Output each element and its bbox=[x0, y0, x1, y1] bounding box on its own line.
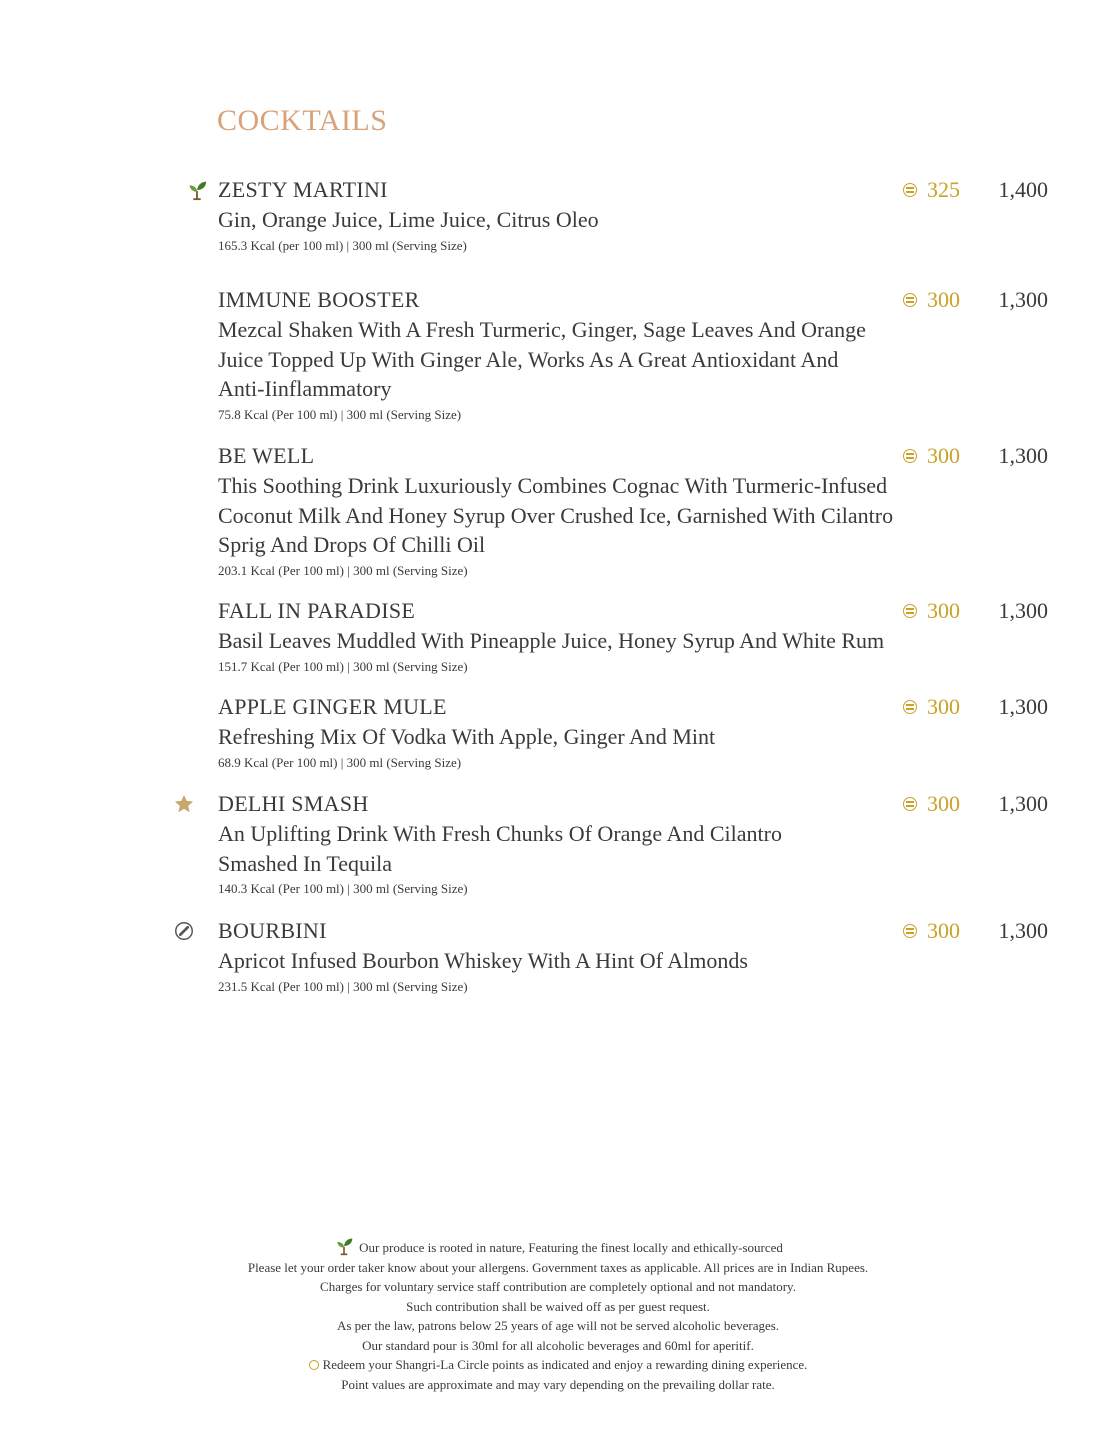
points-value: 300 bbox=[927, 598, 960, 623]
points-value: 300 bbox=[927, 287, 960, 312]
item-nutrition: 165.3 Kcal (per 100 ml) | 300 ml (Serving Size) bbox=[218, 237, 467, 253]
item-points bbox=[903, 916, 960, 946]
footer-line bbox=[0, 1258, 1116, 1278]
item-price: 1,300 bbox=[998, 918, 1048, 943]
item-description bbox=[218, 819, 958, 878]
item-price: 1,300 bbox=[998, 694, 1048, 719]
circle-points-icon bbox=[903, 924, 917, 938]
footer-notes bbox=[0, 1236, 1116, 1394]
description-line: Sprig And Drops Of Chilli Oil bbox=[218, 532, 486, 557]
item-points bbox=[903, 789, 960, 819]
item-description bbox=[218, 315, 958, 404]
item-points bbox=[903, 692, 960, 722]
item-points bbox=[903, 175, 960, 205]
item-name: BOURBINI bbox=[218, 918, 327, 943]
points-value: 300 bbox=[927, 918, 960, 943]
circle-points-icon bbox=[309, 1360, 319, 1370]
footer-text: Redeem your Shangri-La Circle points as indicated and enjoy a rewarding dining experience. bbox=[322, 1357, 808, 1372]
item-name: ZESTY MARTINI bbox=[218, 177, 388, 202]
item-nutrition: 75.8 Kcal (Per 100 ml) | 300 ml (Serving Size) bbox=[218, 406, 462, 422]
sprout-icon bbox=[333, 1236, 355, 1256]
item-name: APPLE GINGER MULE bbox=[218, 694, 447, 719]
item-description bbox=[218, 946, 958, 976]
description-line: This Soothing Drink Luxuriously Combines Cognac With Turmeric-Infused bbox=[218, 473, 888, 498]
dial-icon bbox=[173, 920, 195, 942]
star-icon bbox=[173, 793, 195, 815]
item-description bbox=[218, 626, 958, 656]
item-description bbox=[218, 471, 958, 560]
description-line: An Uplifting Drink With Fresh Chunks Of Orange And Cilantro bbox=[218, 821, 782, 846]
item-price: 1,300 bbox=[998, 791, 1048, 816]
circle-points-icon bbox=[903, 183, 917, 197]
points-value: 300 bbox=[927, 443, 960, 468]
footer-line bbox=[0, 1316, 1116, 1336]
circle-points-icon bbox=[903, 604, 917, 618]
description-line: Mezcal Shaken With A Fresh Turmeric, Ginger, Sage Leaves And Orange bbox=[218, 317, 866, 342]
item-points bbox=[903, 285, 960, 315]
item-name: FALL IN PARADISE bbox=[218, 598, 416, 623]
item-name: IMMUNE BOOSTER bbox=[218, 287, 420, 312]
footer-text: Our produce is rooted in nature, Featuring the finest locally and ethically-sourced bbox=[359, 1240, 783, 1255]
item-price: 1,400 bbox=[998, 177, 1048, 202]
footer-text: As per the law, patrons below 25 years of age will not be served alcoholic beverages. bbox=[336, 1318, 780, 1333]
points-value: 325 bbox=[927, 177, 960, 202]
item-name: DELHI SMASH bbox=[218, 791, 369, 816]
description-line: Smashed In Tequila bbox=[218, 850, 393, 876]
item-points bbox=[903, 596, 960, 626]
points-value: 300 bbox=[927, 791, 960, 816]
circle-points-icon bbox=[903, 293, 917, 307]
item-price: 1,300 bbox=[998, 598, 1048, 623]
circle-points-icon bbox=[903, 797, 917, 811]
footer-text: Point values are approximate and may vary depending on the prevailing dollar rate. bbox=[341, 1376, 775, 1392]
description-line: Gin, Orange Juice, Lime Juice, Citrus Oleo bbox=[218, 207, 599, 232]
section-title: COCKTAILS bbox=[217, 104, 388, 137]
footer-line bbox=[0, 1297, 1116, 1317]
footer-line bbox=[0, 1355, 1116, 1375]
sprout-icon bbox=[186, 179, 208, 201]
footer-line bbox=[0, 1375, 1116, 1395]
description-line: Anti-Iinflammatory bbox=[218, 376, 392, 401]
item-nutrition: 203.1 Kcal (Per 100 ml) | 300 ml (Serving Size) bbox=[218, 562, 468, 578]
item-nutrition: 151.7 Kcal (Per 100 ml) | 300 ml (Serving Size) bbox=[218, 658, 468, 674]
item-nutrition: 140.3 Kcal (Per 100 ml) | 300 ml (Serving Size) bbox=[218, 881, 468, 896]
description-line: Apricot Infused Bourbon Whiskey With A Hint Of Almonds bbox=[218, 948, 748, 973]
footer-text: Our standard pour is 30ml for all alcoholic beverages and 60ml for aperitif. bbox=[362, 1337, 754, 1353]
points-value: 300 bbox=[927, 694, 960, 719]
circle-points-icon bbox=[903, 449, 917, 463]
circle-points-icon bbox=[903, 700, 917, 714]
description-line: Refreshing Mix Of Vodka With Apple, Ginger And Mint bbox=[218, 724, 716, 749]
footer-text: Please let your order taker know about your allergens. Government taxes as applicable. All prices are in Indian Rupees. bbox=[247, 1259, 869, 1275]
item-price: 1,300 bbox=[998, 443, 1048, 468]
item-description bbox=[218, 205, 958, 235]
item-nutrition: 231.5 Kcal (Per 100 ml) | 300 ml (Serving Size) bbox=[218, 978, 468, 994]
footer-line bbox=[0, 1277, 1116, 1297]
footer-text: Such contribution shall be waived off as per guest request. bbox=[406, 1298, 710, 1314]
footer-line bbox=[0, 1236, 1116, 1258]
description-line: Basil Leaves Muddled With Pineapple Juice, Honey Syrup And White Rum bbox=[218, 628, 885, 653]
description-line: Juice Topped Up With Ginger Ale, Works As A Great Antioxidant And bbox=[218, 346, 839, 372]
footer-line bbox=[0, 1336, 1116, 1356]
footer-text: Charges for voluntary service staff contribution are completely optional and not mandatory. bbox=[320, 1279, 796, 1294]
item-nutrition: 68.9 Kcal (Per 100 ml) | 300 ml (Serving Size) bbox=[218, 754, 462, 770]
item-description bbox=[218, 722, 958, 752]
item-points bbox=[903, 441, 960, 471]
item-name: BE WELL bbox=[218, 443, 315, 468]
item-price: 1,300 bbox=[998, 287, 1048, 312]
description-line: Coconut Milk And Honey Syrup Over Crushed Ice, Garnished With Cilantro bbox=[218, 502, 894, 528]
